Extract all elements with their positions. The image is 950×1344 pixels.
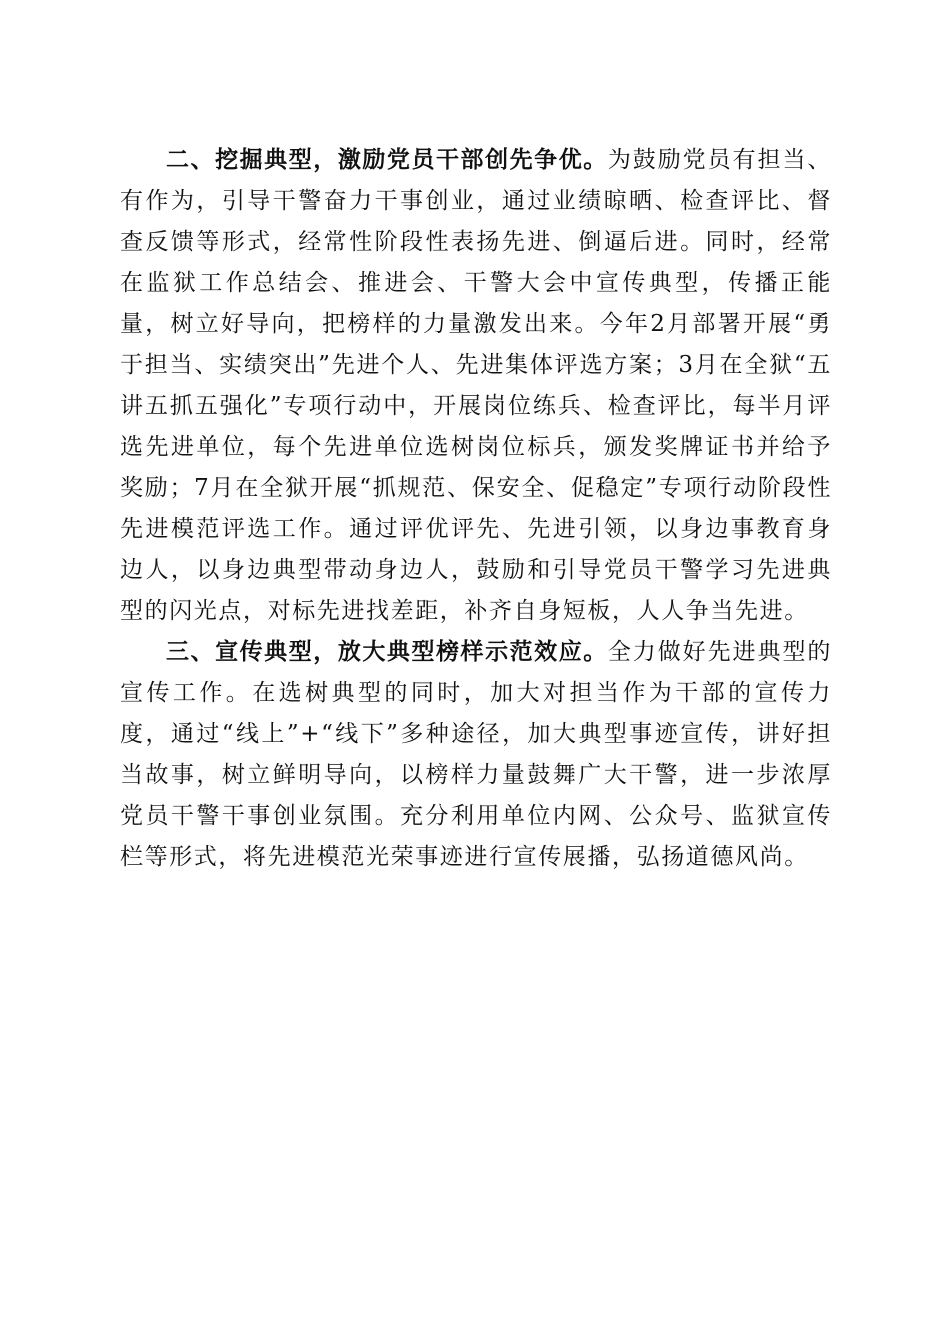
- paragraph-3: [120, 632, 832, 878]
- paragraph-2-heading: 二、挖掘典型，激励党员干部创先争优。: [166, 147, 608, 173]
- paragraph-3-body: 全力做好先进典型的宣传工作。在选树典型的同时，加大对担当作为干部的宣传力度，通过“线上”+“线下”多种途径，加大典型事迹宣传，讲好担当故事，树立鲜明导向，以榜样力量鼓舞广大干警，进一步浓厚党员干警干事创业氛围。充分利用单位内网、公众号、监狱宣传栏等形式，将先进模范光荣事迹进行宣传展播，弘扬道德风尚。: [120, 639, 832, 870]
- paragraph-3-heading: 三、宣传典型，放大典型榜样示范效应。: [166, 639, 608, 665]
- paragraph-2-body: 为鼓励党员有担当、有作为，引导干警奋力干事创业，通过业绩晾晒、检查评比、督查反馈等形式，经常性阶段性表扬先进、倒逼后进。同时，经常在监狱工作总结会、推进会、干警大会中宣传典型，传播正能量，树立好导向，把榜样的力量激发出来。今年2月部署开展“勇于担当、实绩突出”先进个人、先进集体评选方案；3月在全狱“五讲五抓五强化”专项行动中，开展岗位练兵、检查评比，每半月评选先进单位，每个先进单位选树岗位标兵，颁发奖牌证书并给予奖励；7月在全狱开展“抓规范、保安全、促稳定”专项行动阶段性先进模范评选工作。通过评优评先、先进引领，以身边事教育身边人，以身边典型带动身边人，鼓励和引导党员干警学习先进典型的闪光点，对标先进找差距，补齐自身短板，人人争当先进。: [120, 147, 832, 624]
- document-body: [120, 140, 832, 878]
- paragraph-2: [120, 140, 832, 632]
